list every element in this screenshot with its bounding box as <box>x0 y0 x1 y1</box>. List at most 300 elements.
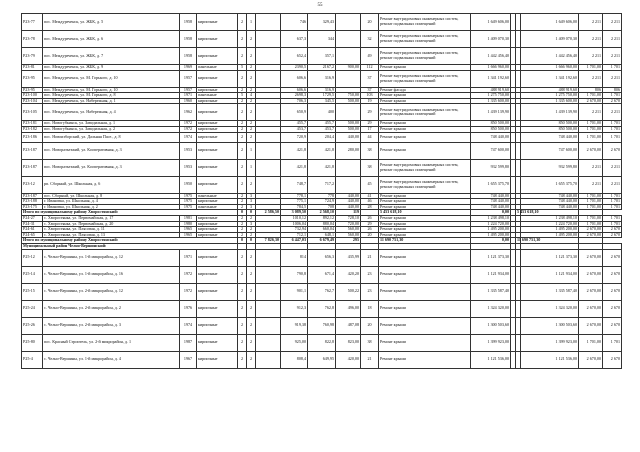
table-cell: кирпичные <box>197 227 238 233</box>
table-cell: 1 495 200,00 <box>521 227 579 233</box>
table-cell <box>336 176 361 193</box>
table-cell <box>256 283 281 300</box>
summary-cell: 6 679,49 <box>308 238 336 244</box>
table-cell: Ремонт крыши <box>379 121 471 127</box>
table-cell: 2 <box>247 334 256 351</box>
table-cell: 724,9 <box>308 199 336 205</box>
table-cell: 606,6 <box>281 87 308 93</box>
table-cell: 1 701,00 <box>579 126 603 132</box>
table-cell: 880,04 <box>308 221 336 227</box>
summary-cell: 0,00 <box>471 210 511 216</box>
table-cell: 2 <box>247 266 256 283</box>
table-cell: кирпичные <box>197 87 238 93</box>
table-cell: 280,00 <box>336 142 361 159</box>
table-cell: с. Хворостянка, ул. Плясовая, д. 13 <box>43 232 180 238</box>
table-cell: 23 <box>361 266 379 283</box>
table-cell: 2 211 <box>603 31 622 48</box>
table-cell: 919,38 <box>281 317 308 334</box>
table-cell: Ремонт внутридомовых инженерных систем, ремонт подвальных помещений <box>379 159 471 176</box>
table-cell: 1967 <box>180 351 197 368</box>
table-cell: 1 701 <box>603 199 622 205</box>
table-cell: 2 <box>247 98 256 104</box>
table-cell: 37 <box>361 70 379 87</box>
table-cell: 652,4 <box>281 48 308 65</box>
table-cell: 29 <box>361 104 379 121</box>
table-cell: 1957 <box>180 70 197 87</box>
table-cell: 1 495 200,00 <box>471 232 511 238</box>
table-cell: 2 670,00 <box>579 266 603 283</box>
table-cell: 17 <box>361 126 379 132</box>
table-cell: Р25-12 <box>22 249 43 266</box>
table-cell: кирпичные <box>197 132 238 142</box>
table-cell: 850 500,00 <box>471 126 511 132</box>
table-cell: Р23-79 <box>22 48 43 65</box>
summary-label: Итого по муниципальному району Хворостянский: <box>22 238 238 244</box>
table-cell: 1 224 720,00 <box>471 221 511 227</box>
table-cell: 775,1 <box>281 199 308 205</box>
table-cell: Р23-105 <box>22 104 43 121</box>
table-cell: кирпичные <box>197 215 238 221</box>
table-cell: пос. Междуреченск, ул. М. Горького, д. 8 <box>43 93 180 99</box>
table-cell: 2 670,00 <box>579 249 603 266</box>
table-cell: 1 335 587,40 <box>471 283 511 300</box>
table-cell: 760,98 <box>308 317 336 334</box>
table-cell: 1 238 498,10 <box>471 215 511 221</box>
table-cell: 1 <box>247 159 256 176</box>
table-cell: 2 <box>247 232 256 238</box>
table-cell: 2 <box>247 227 256 233</box>
summary-cell: 0 <box>247 238 256 244</box>
table-cell: Р23-104 <box>22 98 43 104</box>
table-cell <box>256 300 281 317</box>
table-cell: Р25-4 <box>22 351 43 368</box>
table-cell: 2 <box>238 104 247 121</box>
table-cell: 2 <box>247 249 256 266</box>
table-cell: пос. Междуреченск, ул. ЖБК, д. 5 <box>43 14 180 31</box>
table-cell: 440,00 <box>336 199 361 205</box>
table-cell: 2 211 <box>603 70 622 87</box>
table-cell: 728,10 <box>336 215 361 221</box>
table-cell: Ремонт крыши <box>379 98 471 104</box>
table-cell: 2 <box>238 300 247 317</box>
table-row <box>22 132 622 142</box>
table-cell: 2 <box>238 176 247 193</box>
table-cell: 38 <box>361 334 379 351</box>
table-row <box>22 104 622 121</box>
table-cell: 748 440,00 <box>521 204 579 210</box>
table-cell: 2 670,00 <box>579 317 603 334</box>
table-cell: 500,00 <box>336 121 361 127</box>
table-cell: Р24-65 <box>22 232 43 238</box>
table-cell: 732,94 <box>281 227 308 233</box>
table-cell: кирпичные <box>197 126 238 132</box>
table-cell: Ремонт крыши <box>379 221 471 227</box>
table-cell: 2 <box>247 87 256 93</box>
table-row <box>22 142 622 159</box>
table-cell: 778,1 <box>281 193 308 199</box>
summary-cell: 2 568,10 <box>308 210 336 216</box>
table-cell: 112 <box>361 65 379 71</box>
table-cell: 2 <box>247 104 256 121</box>
table-cell: 45 <box>361 176 379 193</box>
table-cell: 1965 <box>180 227 197 233</box>
table-cell: 1 121 373,30 <box>471 249 511 266</box>
table-cell: 1987 <box>180 334 197 351</box>
table-cell: кирпичные <box>197 98 238 104</box>
table-cell: кирпичные <box>197 31 238 48</box>
table-cell: Ремонт внутридомовых инженерных систем, ремонт подвальных помещений <box>379 176 471 193</box>
table-cell: с. Челно-Вершины, ул. 2-й микрорайон, д. 3 <box>43 317 180 334</box>
table-cell: 1958 <box>180 48 197 65</box>
table-cell: с. Челно-Вершины, ул. 1-й микрорайон, д. 12 <box>43 249 180 266</box>
table-row <box>22 300 622 317</box>
table-cell: 23 <box>361 283 379 300</box>
table-cell: 1729,5 <box>308 93 336 99</box>
table-cell: Ремонт крыши <box>379 351 471 368</box>
table-cell: 103 <box>361 93 379 99</box>
table-cell: 2 <box>247 300 256 317</box>
table-cell: Ремонт внутридомовых инженерных систем, ремонт подвальных помещений <box>379 14 471 31</box>
table-cell: 1972 <box>180 283 197 300</box>
table-cell <box>256 142 281 159</box>
table-row <box>22 159 622 176</box>
table-cell: 1 701,00 <box>579 199 603 205</box>
table-cell: 2 670,00 <box>579 283 603 300</box>
table-cell: 2 <box>238 87 247 93</box>
table-cell: 1972 <box>180 126 197 132</box>
table-cell: Р23-187 <box>22 159 43 176</box>
summary-cell: 11 690 751,30 <box>517 237 541 243</box>
table-cell: 2390,5 <box>281 65 308 71</box>
table-cell: 344 <box>308 31 336 48</box>
table-cell: Ремонт крыши <box>379 65 471 71</box>
table-cell: 44 <box>361 132 379 142</box>
table-row <box>22 334 622 351</box>
table-cell: 1958 <box>180 14 197 31</box>
table-cell: 806 <box>579 87 603 93</box>
table-cell: 1 701,00 <box>579 204 603 210</box>
table-cell: Ремонт внутридомовых инженерных систем, ремонт подвальных помещений <box>379 31 471 48</box>
table-cell: Ремонт внутридомовых инженерных систем, ремонт подвальных помещений <box>379 70 471 87</box>
table-body <box>22 14 622 369</box>
table-cell: 748 440,00 <box>471 199 511 205</box>
table-cell: 2 <box>238 121 247 127</box>
table-cell: 1975 <box>180 204 197 210</box>
table-cell: 2 <box>247 283 256 300</box>
table-cell: 706,3 <box>281 98 308 104</box>
table-cell: с. Челно-Вершины, ул. 2-й микрорайон, д. 12 <box>43 283 180 300</box>
table-cell: 2 <box>238 204 247 210</box>
table-cell: 316,9 <box>308 70 336 87</box>
table-cell: с. Хворостянка, ул. Первомайская, д. 17 <box>43 215 180 221</box>
table-cell: 2 211 <box>603 48 622 65</box>
table-cell: 2 211 <box>579 176 603 193</box>
table-cell: 1 649 606,00 <box>521 14 579 31</box>
table-cell <box>336 70 361 87</box>
summary-cell: 0,00 <box>471 238 511 244</box>
table-cell: 316,9 <box>308 87 336 93</box>
table-cell: 2 <box>238 221 247 227</box>
table-cell: 2 <box>238 193 247 199</box>
table-cell: 2 211 <box>579 104 603 121</box>
table-cell: 421,8 <box>308 159 336 176</box>
table-cell: 2 <box>238 334 247 351</box>
table-cell: 925,00 <box>281 334 308 351</box>
table-cell <box>256 132 281 142</box>
table-cell <box>256 14 281 31</box>
table-cell: с. Челно-Вершины, ул. 2-й микрорайон, д. 2 <box>43 300 180 317</box>
table-cell <box>256 48 281 65</box>
table-cell: 3 <box>247 193 256 199</box>
table-cell: 850 500,00 <box>471 121 511 127</box>
table-cell: 1 324 320,00 <box>521 300 579 317</box>
table-cell: Р24-31 <box>22 221 43 227</box>
table-cell: Р25-80 <box>22 334 43 351</box>
table-row <box>22 249 622 266</box>
table-cell: Ремонт крыши <box>379 204 471 210</box>
table-cell: кирпичные <box>197 199 238 205</box>
table-cell: 2 <box>238 14 247 31</box>
table-cell: Ремонт крыши <box>379 283 471 300</box>
table-cell: Ремонт внутридомовых инженерных систем, ремонт подвальных помещений <box>379 48 471 65</box>
table-cell: 932 599,80 <box>471 159 511 176</box>
table-cell: 790,8 <box>281 266 308 283</box>
table-cell: 650,9 <box>281 104 308 121</box>
table-cell: 1 701,00 <box>579 121 603 127</box>
table-cell: пос. Новоизборский, ул. Дальняя Пасе., д. 8 <box>43 132 180 142</box>
table-cell: 660,04 <box>308 227 336 233</box>
summary-cell: 11 690 751,30 <box>379 238 471 244</box>
table-cell <box>256 31 281 48</box>
district-label: Муниципальный район Челно-Вершинский: <box>22 243 238 249</box>
table-cell: 762,8 <box>308 300 336 317</box>
table-cell: Ремонт фасада <box>379 87 471 93</box>
table-cell: 2 670 <box>603 249 622 266</box>
table-cell: 455,7 <box>281 121 308 127</box>
table-row <box>22 317 622 334</box>
table-cell: 748 440,00 <box>521 193 579 199</box>
table-row <box>22 176 622 193</box>
table-cell <box>336 31 361 48</box>
table-cell: 671,4 <box>308 266 336 283</box>
table-cell: г. Ивановка, ул. Школьная, д. 4 <box>43 199 180 205</box>
table-cell: 806 <box>603 87 622 93</box>
table-cell: 1958 <box>180 31 197 48</box>
table-cell: 2 <box>238 126 247 132</box>
summary-cell: 2 586,50 <box>256 210 281 216</box>
table-cell: 455,7 <box>308 121 336 127</box>
table-cell: 41 <box>361 193 379 199</box>
table-cell: 1971 <box>180 249 197 266</box>
table-cell: 1 701,00 <box>579 193 603 199</box>
table-cell: 1972 <box>180 266 197 283</box>
table-cell: 2 211 <box>603 14 622 31</box>
table-cell <box>256 159 281 176</box>
table-cell <box>256 266 281 283</box>
table-cell: 1 121 934,00 <box>471 266 511 283</box>
table-cell: 5 <box>238 65 247 71</box>
table-cell: Р23-188 <box>22 199 43 205</box>
table-cell: 2 <box>238 249 247 266</box>
table-cell: 1 701,00 <box>579 215 603 221</box>
table-cell: 29 <box>361 121 379 127</box>
table-cell: 1 409 070,30 <box>521 31 579 48</box>
table-cell: Ремонт крыши <box>379 126 471 132</box>
table-cell: 649,95 <box>308 351 336 368</box>
table-cell: кирпичные <box>197 142 238 159</box>
table-cell: 2 <box>247 126 256 132</box>
table-cell: 2 <box>247 176 256 193</box>
table-cell: 2 670,00 <box>579 351 603 368</box>
table-cell: 2 211 <box>603 104 622 121</box>
table-cell: 1 701 <box>603 121 622 127</box>
table-cell: кирпичные <box>197 176 238 193</box>
table-cell: пос. Новоразъезжий, ул. Кооперативная, д. 3 <box>43 159 180 176</box>
table-cell: 1 701 <box>603 204 622 210</box>
table-cell: 2 <box>238 266 247 283</box>
table-cell: 329,43 <box>308 14 336 31</box>
table-cell: Ремонт крыши <box>379 249 471 266</box>
table-cell: 29 <box>361 221 379 227</box>
table-cell: 1953 <box>180 142 197 159</box>
table-cell: 1 399 923,00 <box>521 334 579 351</box>
table-cell: 2 670,00 <box>579 98 603 104</box>
table-cell: 1953 <box>180 159 197 176</box>
table-cell: 808,4 <box>281 351 308 368</box>
table-cell: 440,00 <box>336 204 361 210</box>
table-cell <box>336 48 361 65</box>
table-cell: 1 701,00 <box>579 65 603 71</box>
table-cell: 1960 <box>180 98 197 104</box>
table-cell: 2 <box>238 227 247 233</box>
table-cell: Р23-187 <box>22 193 43 199</box>
table-cell: 421,8 <box>281 142 308 159</box>
table-cell: 2 <box>238 159 247 176</box>
table-cell: 2 670 <box>603 300 622 317</box>
table-row <box>22 31 622 48</box>
table-cell: Ремонт крыши <box>379 317 471 334</box>
table-cell: 2 <box>247 351 256 368</box>
table-cell: 435,99 <box>336 249 361 266</box>
table-cell <box>256 249 281 266</box>
table-cell <box>256 334 281 351</box>
table-cell: 1 495 200,00 <box>471 227 511 233</box>
table-cell: 2 <box>247 132 256 142</box>
table-cell: Р25-14 <box>22 266 43 283</box>
table-cell: 28 <box>361 204 379 210</box>
table-cell: Ремонт крыши <box>379 193 471 199</box>
table-cell: 720,00 <box>336 221 361 227</box>
table-cell: с. Челно-Вершины, ул. 1-й микрорайон, д. 4 <box>43 351 180 368</box>
table-cell: кирпичные <box>197 221 238 227</box>
table-cell: 901,1 <box>281 283 308 300</box>
table-cell: 1 224 720,00 <box>521 221 579 227</box>
table-cell: 20 <box>361 317 379 334</box>
table-cell: кирпичные <box>197 283 238 300</box>
table-cell: 1962 <box>180 104 197 121</box>
table-cell: 32 <box>361 31 379 48</box>
table-cell: 648,1 <box>308 232 336 238</box>
table-cell: Р24-27 <box>22 215 43 221</box>
table-cell: 1 <box>247 142 256 159</box>
table-cell: рп. Сборный, ул. Школьная, д. 6 <box>43 176 180 193</box>
table-row <box>22 283 622 300</box>
table-cell: 1 442 456,40 <box>471 48 511 65</box>
table-cell: 2 670,00 <box>579 300 603 317</box>
table-cell <box>256 176 281 193</box>
table-cell: 1 701 <box>603 65 622 71</box>
table-cell: 2 670,00 <box>579 232 603 238</box>
table-cell: 2 <box>238 31 247 48</box>
table-cell: 2 <box>238 48 247 65</box>
table-cell: пос. Красный Строитель, ул. 2-й микрорайон, д. 1 <box>43 334 180 351</box>
table-cell: 2 670 <box>603 142 622 159</box>
table-cell: 892,12 <box>308 215 336 221</box>
table-cell: 453,7 <box>281 126 308 132</box>
table-cell: 1 335 587,40 <box>521 283 579 300</box>
table-cell: кирпичные <box>197 300 238 317</box>
table-cell: 1 495 200,00 <box>521 232 579 238</box>
table-cell: 1 701,00 <box>579 221 603 227</box>
table-cell: 1 238 498,10 <box>521 215 579 221</box>
table-cell: Р23-175 <box>22 204 43 210</box>
table-cell: 748 440,00 <box>521 132 579 142</box>
summary-cell: 5 453 618,10 <box>379 210 471 216</box>
table-cell: 2 670 <box>603 317 622 334</box>
summary-label: Итого по муниципальному району Хворостянский: <box>22 210 238 216</box>
table-cell: Р24-61 <box>22 227 43 233</box>
table-cell: 1 701 <box>603 93 622 99</box>
table-cell: 453,7 <box>308 126 336 132</box>
table-cell: 420,20 <box>336 266 361 283</box>
table-cell: Ремонт крыши <box>379 232 471 238</box>
table-cell: 1 121 373,30 <box>521 249 579 266</box>
table-row <box>22 70 622 87</box>
table-cell: г. Ивановка, ул. Школьная, д. 2 <box>43 204 180 210</box>
table-cell: Р23-95 <box>22 87 43 93</box>
table-cell: кирпичные <box>197 159 238 176</box>
table-cell: 1 666 960,00 <box>521 65 579 71</box>
table-cell: 46 <box>361 199 379 205</box>
table-cell: 2 <box>238 283 247 300</box>
summary-cell: 5 453 618,10 <box>517 209 539 215</box>
table-cell: 2 670 <box>603 266 622 283</box>
table-cell: 560,00 <box>336 232 361 238</box>
table-cell: 2 <box>247 215 256 221</box>
table-cell: 500,00 <box>336 98 361 104</box>
table-cell: 1 335 600,00 <box>471 98 511 104</box>
table-cell: Ремонт крыши <box>379 227 471 233</box>
table-cell: с. Хворостянка, ул. Плясовая, д. 11 <box>43 227 180 233</box>
table-cell: панельные <box>197 65 238 71</box>
table-cell: с. Челно-Вершины, ул. 1-й микрорайон, д. 16 <box>43 266 180 283</box>
table-cell: 912,3 <box>281 300 308 317</box>
table-cell: 1 121 934,00 <box>521 266 579 283</box>
table-cell: 708 <box>308 204 336 210</box>
table-cell: 1 649 606,00 <box>471 14 511 31</box>
table-cell: Ремонт крыши <box>379 93 471 99</box>
table-cell: 2 <box>247 31 256 48</box>
table-cell: 2 <box>238 317 247 334</box>
table-cell: 345,5 <box>308 98 336 104</box>
table-cell: Ремонт крыши <box>379 266 471 283</box>
table-row <box>22 351 622 368</box>
table-row <box>22 14 622 31</box>
table-cell: кирпичные <box>197 249 238 266</box>
table-cell: кирпичные <box>197 334 238 351</box>
table-cell: 2 <box>247 70 256 87</box>
table-cell: пос. Новоразъезжий, ул. Кооперативная, д. 3 <box>43 142 180 159</box>
